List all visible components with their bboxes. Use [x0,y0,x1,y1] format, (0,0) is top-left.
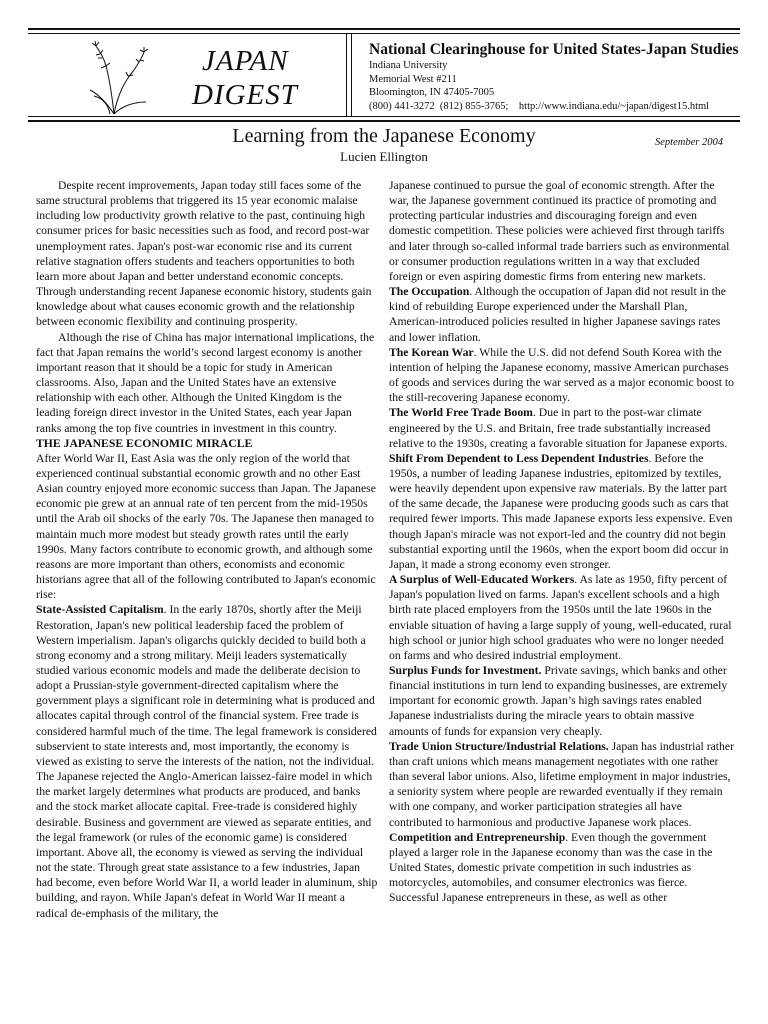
paragraph-body: . As late as 1950, fifty percent of Japan's population lived on farms. Japan's excellent schools and a high birth rate placed employers from the 1950s until the late 1960s in the enviable situation of having a large supply of young, well-educated, rural high school or junior high school graduates who were no longer needed on farms and who desired industrial employment. [389,573,732,662]
paragraph-body: . While the U.S. did not defend South Korea with the intention of helping the Japanese economy, massive American purchases of goods and services during the war served as a major economic boost to the still-recovering Japanese economy. [389,345,735,405]
paragraph: Japanese continued to pursue the goal of economic strength. After the war, the Japanese government continued its practice of promoting and protecting particular industries and discouraging foreign and even domestic competition. These policies were achieved first through tariffs and later through so-called informal trade barriers such as environmental or consumer production regulations written in a way that excluded foreign or even aspiring domestic firms from entering new markets. [389,179,730,283]
section-heading: THE JAPANESE ECONOMIC MIRACLE [36,436,253,450]
contact-line: (800) 441-3272 (812) 855-3765; http://www.indiana.edu/~japan/digest15.html [369,100,710,112]
address-line: Memorial West #211 [369,73,457,85]
paragraph-lead: The Korean War [389,345,474,359]
orchid-illustration-icon [84,36,154,116]
paragraph [389,284,734,345]
digest-title-line1: JAPAN [202,45,289,77]
paragraph [389,663,734,739]
address-line: Indiana University [369,60,448,71]
paragraph [36,602,378,920]
paragraph-lead: Competition and Entrepreneurship [389,830,566,844]
paragraph [389,572,734,663]
paragraph-lead: The World Free Trade Boom [389,406,533,420]
issue-date: September 2004 [655,137,723,148]
organization-name: National Clearinghouse for United States-Japan Studies [369,41,739,58]
masthead-divider [346,34,352,116]
paragraph [389,405,734,450]
paragraph-body: Private savings, which banks and other financial institutions in turn lend to expanding businesses, are extremely important for economic growth. Japan’s high savings rates enabled Japanese industrialists during the miracle years to obtain massive amounts of funds for expansion very cheaply. [389,664,728,738]
paragraph-body: . Before the 1950s, a number of leading Japanese industries, epitomized by textiles, were heavily dependent upon expensive raw materials. By the latter part of the same decade, the Japanese were producing goods such as cars that required fewer imports. This made Japanese exports less expensive. Even though Japan's miracle was not export-led and the country did not begin substantial exporting until the 1960s, when the export boom did occur in Japan, it made a strong economy even stronger. [389,451,733,571]
article-title: Learning from the Japanese Economy [232,125,536,147]
article-author: Lucien Ellington [340,149,428,164]
paragraph-lead: State-Assisted Capitalism [36,603,164,617]
paragraph-lead: Shift From Dependent to Less Dependent Industries [389,451,649,465]
right-column [389,178,734,906]
masthead-logo-block [84,34,348,116]
paragraph-lead: Surplus Funds for Investment. [389,664,542,677]
paragraph-body: . Even though the government played a larger role in the Japanese economy than was the case in the United States, domestic private competition in such industries as motorcycles, automobiles, and consumer electronics was fierce. Successful Japanese entrepreneurs in these, as well as other [389,830,713,905]
paragraph-body: Japan has industrial rather than craft unions which means management negotiates with one rather than several labor unions. Also, lifetime employment in major industries, a seniority system where people are rewarded eventually if they remain with one company, and worker participation strategies all have contributed to harmonious and productive Japanese work places. [389,739,734,829]
paragraph-lead: The Occupation [389,285,470,299]
masthead [28,28,740,122]
paragraph-lead: A Surplus of Well-Educated Workers [389,573,575,587]
paragraph [389,739,734,830]
paragraph-body: . In the early 1870s, shortly after the Meiji Restoration, Japan's new political leadership faced the problem of Western imperialism. Japan's oligarchs quickly decided to build both a strong economy and a strong military. Meiji leaders systematically studied various economic models and made the deliberate decision to adopt a Prussian-style government-directed capitalism where the government plays a significant role in determining what is produced and allocates capital through control of the financial system. Free trade is considered harmful much of the time. The legal framework is considered subservient to state interests and, most importantly, the economy is viewed as existing to serve the interests of the nation, not the individual. The Japanese rejected the Anglo-American laissez-faire model in which the market largely determines what products are produced, and banks and the stock market allocate capital. Free-trade is considered highly desirable. Business and government are viewed as separate entities, and the legal framework (or rules of the economic game) is considered important. Above all, the economy is viewed as serving the individual not the state. Through great state assistance to a few industries, Japan had become, even before World War II, a world leader in aluminum, ship building, and rayon. While Japan's defeat in World War II meant a radical de-emphasis of the military, the [36,603,378,920]
address-line: Bloomington, IN 47405-7005 [369,87,495,98]
paragraph-lead: Trade Union Structure/Industrial Relations. [389,739,609,753]
masthead-contact-block [369,41,739,113]
paragraph: Although the rise of China has major international implications, the fact that Japan remains the world’s second largest economy is another important reason that it should be a topic for study in American classrooms. Also, Japan and the United States have an extensive relationship with each other. Although the United Kingdom is the leading foreign direct investor in the United States, each year Japan ranks among the top five countries in investment in this country. [36,330,375,435]
paragraph [389,830,734,906]
left-column [36,178,378,921]
paragraph-body: . Due in part to the post-war climate engineered by the U.S. and Britain, free trade substantially increased relative to the 1930s, creating a favorable situation for Japanese exports. [389,406,728,450]
digest-title-line2: DIGEST [192,79,298,111]
paragraph [389,345,734,406]
paragraph [389,451,734,572]
paragraph-body: . Although the occupation of Japan did not result in the kind of rebuilding Europe experienced under the Marshall Plan, American-introduced policies resulted in higher Japanese savings rates and lower inflation. [389,285,726,344]
paragraph: After World War II, East Asia was the only region of the world that experienced continual substantial economic growth and no other East Asian country enjoyed more economic success than Japan. The Japanese economic pie grew at an annual rate of ten percent from the mid-1950s until the Arab oil shocks of the early 70s. The Japanese then managed to maintain much more modest but steady growth rates until the early 1990s. Many factors contribute to economic growth, and although some reasons are more important than others, economists and economic historians agree that all of the following contributed to Japan's economic rise: [36,451,376,602]
paragraph: Despite recent improvements, Japan today still faces some of the same structural problems that triggered its 15 year economic malaise including low productivity growth relative to the past, continuing high consumer prices for basic necessities such as food, and record post-war unemployment rates. Japan's post-war economic rise and its current relative stagnation offers students and teachers opportunities to both learn more about Japan and better understand economic concepts. Through understanding recent Japanese economic history, students gain knowledge about what causes economic growth and the relationship between economic flexibility and continuing prosperity. [36,179,372,329]
